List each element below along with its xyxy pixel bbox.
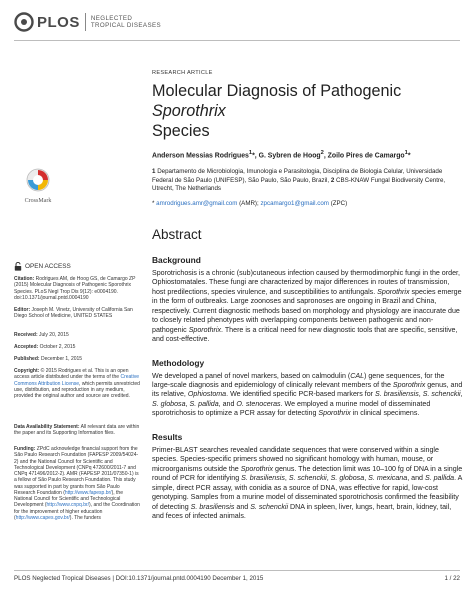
background-genus-1: Sporothrix	[377, 287, 410, 296]
license-link[interactable]: Creative Commons Attribution License	[14, 374, 140, 387]
affiliation-2: CBS-KNAW Fungal Biodiversity Centre, Utrecht, The Netherlands	[152, 176, 446, 192]
received-block	[14, 332, 140, 338]
methodology-sep-2: ,	[460, 390, 463, 399]
footer-citation: PLOS Neglected Tropical Diseases | DOI:10.1371/journal.pntd.0004190 December 1, 2015	[14, 575, 264, 582]
article-title	[152, 81, 464, 141]
methodology-sep-1: ,	[418, 390, 423, 399]
methodology-sep-3: ,	[185, 399, 190, 408]
copyright-label: Copyright:	[14, 368, 40, 374]
capes-link[interactable]: http://www.capes.gov.br/	[15, 514, 70, 521]
results-heading: Results	[152, 431, 183, 442]
header-divider	[14, 40, 460, 41]
species-stenoceras: O. stenoceras	[236, 399, 281, 408]
email-link-1[interactable]: amrodrigues.amr@gmail.com	[156, 199, 238, 207]
results-text-3: . A simple, direct PCR assay, with conidia as a source of DNA, was effective for rapid, low-cost genotyping. Samples from a murine model of disseminated sporotrichosis confirmed the feasibility of detecting	[152, 474, 463, 511]
funding-text-2: ), the National Council for Scientific and Technological Development (	[14, 489, 123, 509]
results-mexicana: S. mexicana	[368, 474, 408, 483]
page-footer	[14, 575, 460, 582]
copyright-text-2: , which permits unrestricted use, distribution, and reproduction in any medium, provided the original author and source are credited.	[14, 380, 140, 399]
background-text-1: Sporotrichosis is a chronic (sub)cutaneous infection caused by thermodimorphic fungi in the order, Ophiostomatales. These fungi are characterized by major differences in routes of transmission, host predilections, species virulence, and susceptibilities to antifungals.	[152, 268, 460, 296]
affiliation-2-number: 2	[330, 176, 335, 184]
results-genus: Sporothrix	[240, 464, 274, 473]
data-availability-text: All relevant data are within the paper and its Supporting Information files.	[14, 424, 140, 437]
logo-separator	[85, 13, 86, 31]
crossmark-label: CrossMark	[24, 198, 52, 204]
affiliations	[152, 168, 464, 193]
accepted-label: Accepted:	[14, 344, 39, 350]
page-number: 1 / 22	[444, 575, 460, 582]
funding-text: ZPdC acknowledge financial support from the São Paulo Research Foundation (FAPESP 2009/54024-2) and the National Council for Scientific and Technological Development (CNPq 472600/2011-7 and CNPq 471496/2012-2). AMR (FAPESP 2011/07350-1) is a fellow of São Paulo Research Foundation. This study was supported in part by grants from São Paulo Research Foundation (	[14, 446, 139, 496]
title-part-2: Species	[152, 122, 210, 140]
species-brasiliensis: S. brasiliensis	[375, 390, 419, 399]
citation-block	[14, 276, 140, 301]
author-2-affiliation: 2	[320, 150, 324, 156]
author-3[interactable]: , Zoilo Pires de Camargo	[323, 152, 405, 160]
plos-logo-word: PLOS	[37, 13, 80, 31]
funding-text-4: ). The funders	[69, 514, 101, 521]
results-paragraph	[152, 446, 464, 522]
article-main	[152, 70, 464, 521]
background-text-2: species emerge in the form of outbreaks. Large zoonoses and sapronoses are ongoing in Brazil and China, respectively. Current diagnostic methods based on morphology and physiology are inaccurate due to closely related phenotypes with overlapping components between pathogenic and non-pathogenic	[152, 287, 462, 334]
published-label: Published:	[14, 356, 40, 362]
funding-label: Funding:	[14, 446, 36, 452]
abstract-heading: Abstract	[152, 226, 202, 242]
methodology-text-5: . We employed a murine model of disseminated sporotrichosis to optimize a PCR assay for detecting	[152, 399, 431, 418]
methodology-text-6: in clinical specimens.	[350, 409, 420, 418]
fapesp-link[interactable]: http://www.fapesp.br/	[64, 489, 112, 496]
results-sep-2: ,	[326, 474, 331, 483]
citation-text: Rodrigues AM, de Hoog GS, de Camargo ZP (2015) Molecular Diagnosis of Pathogenic Sporothrix Species. PLoS Negl Trop Dis 9(12): e0004190. doi:10.1371/journal.pntd.0004190	[14, 276, 136, 301]
background-heading: Background	[152, 254, 201, 265]
crossmark-badge[interactable]	[18, 168, 58, 220]
email-1-note: (AMR);	[237, 199, 261, 207]
species-schenckii: S. schenckii	[422, 390, 461, 399]
open-access-badge	[14, 262, 71, 271]
copyright-text: © 2015 Rodrigues et al. This is an open access article distributed under the terms of the	[14, 368, 129, 381]
crossmark-icon	[26, 168, 50, 192]
plos-logo-icon	[14, 12, 34, 32]
methodology-text-2: ) gene sequences, for the large-scale diagnosis and epidemiology of clinically relevant members of the	[152, 371, 445, 389]
author-1[interactable]: Anderson Messias Rodrigues	[152, 152, 249, 160]
citation-label: Citation:	[14, 276, 35, 282]
results-globosa: S. globosa	[330, 474, 365, 483]
results-sep-5: and	[234, 502, 251, 511]
author-3-corresponding-mark: *	[407, 152, 411, 160]
journal-name-line2: TROPICAL DISEASES	[90, 22, 162, 29]
copyright-block	[14, 368, 140, 399]
title-part-1: Molecular Diagnosis of Pathogenic	[152, 82, 402, 100]
author-1-affiliation: 1	[248, 150, 253, 156]
open-lock-icon	[14, 262, 22, 271]
journal-header	[14, 10, 161, 34]
methodology-heading: Methodology	[152, 357, 205, 368]
methodology-text-4: . We identified specific PCR-based markers for	[226, 390, 376, 399]
data-availability-label: Data Availability Statement:	[14, 424, 80, 430]
received-date: July 20, 2015	[37, 332, 69, 338]
methodology-gene: CAL	[350, 371, 365, 380]
data-availability-block	[14, 424, 140, 437]
results-pallida: S. pallida	[424, 474, 455, 483]
cnpq-link[interactable]: http://www.cnpq.br/	[46, 502, 90, 509]
funding-text-3: ), and the Coordination for the improvement of higher education (	[14, 502, 140, 521]
affiliation-1-number: 1	[152, 168, 156, 176]
funding-block	[14, 446, 140, 521]
results-schenckii-2: S. schenckii	[250, 502, 289, 511]
results-text-1: Primer-BLAST searches revealed candidate sequences that were conserved within a single species. Species-specific primers showed no significant homology with human, mouse, or microorganisms outside the	[152, 445, 439, 473]
title-genus: Sporothrix	[152, 102, 226, 120]
email-2-note: (ZPC)	[328, 199, 348, 207]
accepted-date: October 2, 2015	[38, 344, 76, 350]
species-globosa: S. globosa	[152, 399, 186, 408]
corresponding-emails	[152, 200, 464, 207]
background-genus-2: Sporothrix	[188, 325, 222, 334]
background-text-3: . There is a critical need for new diagnostic tools that are specific, sensitive, and cost-effective.	[152, 325, 458, 344]
journal-name-line1: NEGLECTED	[90, 14, 133, 22]
results-sep-1: ,	[284, 474, 289, 483]
results-sep-4: , and	[407, 474, 425, 483]
published-block	[14, 356, 140, 362]
editor-block	[14, 307, 140, 320]
editor-text: Joseph M. Vinetz, University of California San Diego School of Medicine, UNITED STATES	[14, 307, 133, 320]
species-pallida: S. pallida	[189, 399, 219, 408]
author-3-affiliation: 1	[404, 150, 408, 156]
author-2[interactable]: , G. Sybren de Hoog	[254, 152, 321, 160]
accepted-block	[14, 344, 140, 350]
results-text-4: DNA in spleen, liver, lungs, heart, brain, kidney, tail, and feces of infected animals.	[152, 502, 452, 520]
methodology-sep-4: , and	[218, 399, 237, 408]
author-list	[152, 150, 464, 159]
results-sep-3: ,	[364, 474, 369, 483]
results-brasiliensis-2: S. brasiliensis	[190, 502, 235, 511]
email-star: *	[152, 199, 155, 207]
results-text-2: genus. The detection limit was 10–100 fg of DNA in a single round of PCR for identifying	[152, 464, 463, 483]
results-brasiliensis: S. brasiliensis	[241, 474, 285, 483]
received-label: Received:	[14, 332, 38, 338]
open-access-label: OPEN ACCESS	[25, 263, 71, 270]
methodology-text-1: We developed a panel of novel markers, based on calmodulin (	[152, 371, 351, 380]
author-1-corresponding-mark: *	[252, 152, 255, 160]
methodology-text-3: genus, and its relative,	[152, 380, 463, 399]
published-date: December 1, 2015	[39, 356, 83, 362]
affiliation-1: Departamento de Microbiologia, Imunologia e Parasitologia, Disciplina de Biologia Celular, Universidade Federal de São Paulo (UNIFESP), São Paulo, São Paulo, Brazil,	[152, 168, 443, 184]
article-type: RESEARCH ARTICLE	[152, 70, 213, 76]
methodology-relative-genus: Ophiostoma	[187, 390, 227, 399]
methodology-paragraph	[152, 372, 464, 419]
journal-name	[91, 15, 161, 30]
email-link-2[interactable]: zpcamargo1@gmail.com	[260, 199, 329, 207]
methodology-genus-2: Sporothrix	[318, 409, 351, 418]
background-paragraph	[152, 269, 464, 345]
results-schenckii: S. schenckii	[288, 474, 327, 483]
footer-divider	[14, 570, 460, 571]
methodology-genus: Sporothrix	[392, 380, 426, 389]
editor-label: Editor:	[14, 307, 31, 313]
